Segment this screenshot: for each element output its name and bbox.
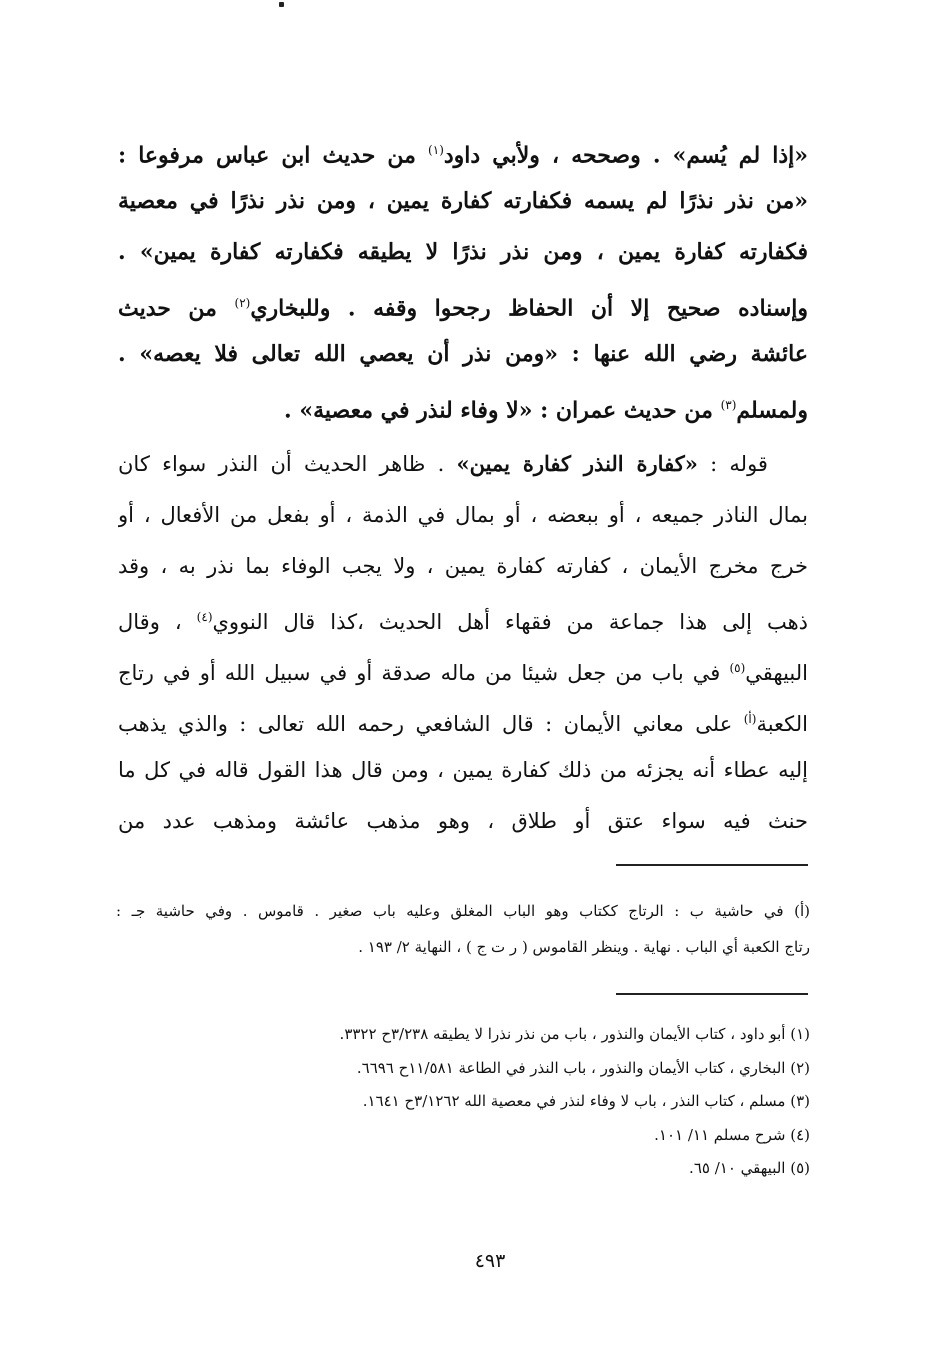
footnote-ref: (أ) [743,712,757,726]
text-segment: ذهب إلى هذا جماعة من فقهاء أهل الحديث ،كذا قال النووي [212,610,808,634]
quoted-hadith: «كفارة النذر كفارة يمين» [456,451,698,476]
text-line: إليه عطاء أنه يجزئه من ذلك كفارة يمين ، ومن قال هذا القول قاله في كل ما [118,758,808,782]
footnotes [116,1018,810,1186]
footnote: (٥) البيهقي ١٠/ ٦٥. [689,1159,810,1177]
text-segment: من حديث عمران : «لا وفاء لنذر في معصية» . [284,397,721,424]
text-segment: البيهقي [745,661,808,685]
footnote-ref: (١) [428,143,444,157]
footnote: (١) أبو داود ، كتاب الأيمان والنذور ، باب من نذر نذرا لا يطيقه ٣/٢٣٨ح ٣٣٢٢. [339,1025,810,1043]
text-line: بمال الناذر جميعه ، أو ببعضه ، أو بمال في الذمة ، أو بفعل من الأفعال ، أو [118,503,808,527]
page-number: ٤٩٣ [474,1250,506,1272]
main-text-block-1 [118,128,808,434]
text-segment: وإسناده صحيح إلا أن الحفاظ رجحوا وقفه . وللبخاري [250,295,808,322]
text-segment: قوله : [697,452,768,476]
text-segment: الكعبة [756,712,808,736]
text-line [118,281,808,332]
text-line: فكفارته كفارة يمين ، ومن نذر نذرًا لا يطيقه فكفارته كفارة يمين» . [118,239,808,265]
note-line: رتاج الكعبة أي الباب . نهاية . وينظر القاموس ( ر ت ج ) ، النهاية ٢/ ١٩٣ . [358,938,810,956]
footnote-ref: (٥) [729,661,746,675]
text-segment: على معاني الأيمان : قال الشافعي رحمه الله تعالى : والذي يذهب [118,712,744,736]
margin-note [116,893,810,965]
text-segment: . ظاهر الحديث أن النذر سواء كان [118,452,457,476]
text-line [118,646,808,697]
text-segment: في باب من جعل شيئا من ماله صدقة أو في سبيل الله أو في رتاج [118,661,730,685]
footnote-ref: (٢) [234,296,251,310]
main-text-block-2 [118,442,808,850]
text-line [118,697,808,748]
text-segment: من حديث ابن عباس مرفوعا : [118,142,429,169]
footnote-divider [616,864,808,866]
text-line [118,595,808,646]
footnote: (٣) مسلم ، كتاب النذر ، باب لا وفاء لنذر في معصية الله ٣/١٢٦٢ح ١٦٤١. [362,1092,810,1110]
footnote: (٢) البخاري ، كتاب الأيمان والنذور ، باب النذر في الطاعة ١١/٥٨١ح ٦٦٩٦. [356,1058,810,1077]
text-segment: ولمسلم [736,397,808,424]
note-line: (أ) في حاشية ب : الرتاج ككتاب وهو الباب المغلق وعليه باب صغير . قاموس . وفي حاشية جـ : [116,902,810,920]
text-line [118,383,808,434]
footnote: (٤) شرح مسلم ١١/ ١٠١. [654,1125,810,1144]
footnote-divider [616,993,808,995]
text-line: حنث فيه سواء عتق أو طلاق ، وهو مذهب عائشة ومذهب عدد من [118,809,808,833]
text-line [118,128,808,179]
footnote-ref: (٣) [720,398,737,412]
top-mark [279,2,284,7]
text-line [118,442,808,493]
text-segment: من حديث [118,295,235,322]
text-segment: «إذا لم يُسم» . وصححه ، ولأبي داود [443,142,808,169]
text-segment: ، وقال [118,610,197,634]
text-line: «من نذر نذرًا لم يسمه فكفارته كفارة يمين ، ومن نذر نذرًا في معصية [118,188,808,214]
text-line: خرج مخرج الأيمان ، كفارته كفارة يمين ، ولا يجب الوفاء بما نذر به ، وقد [118,554,808,578]
footnote-ref: (٤) [196,610,213,624]
text-line: عائشة رضي الله عنها : «ومن نذر أن يعصي الله تعالى فلا يعصه» . [118,341,808,367]
